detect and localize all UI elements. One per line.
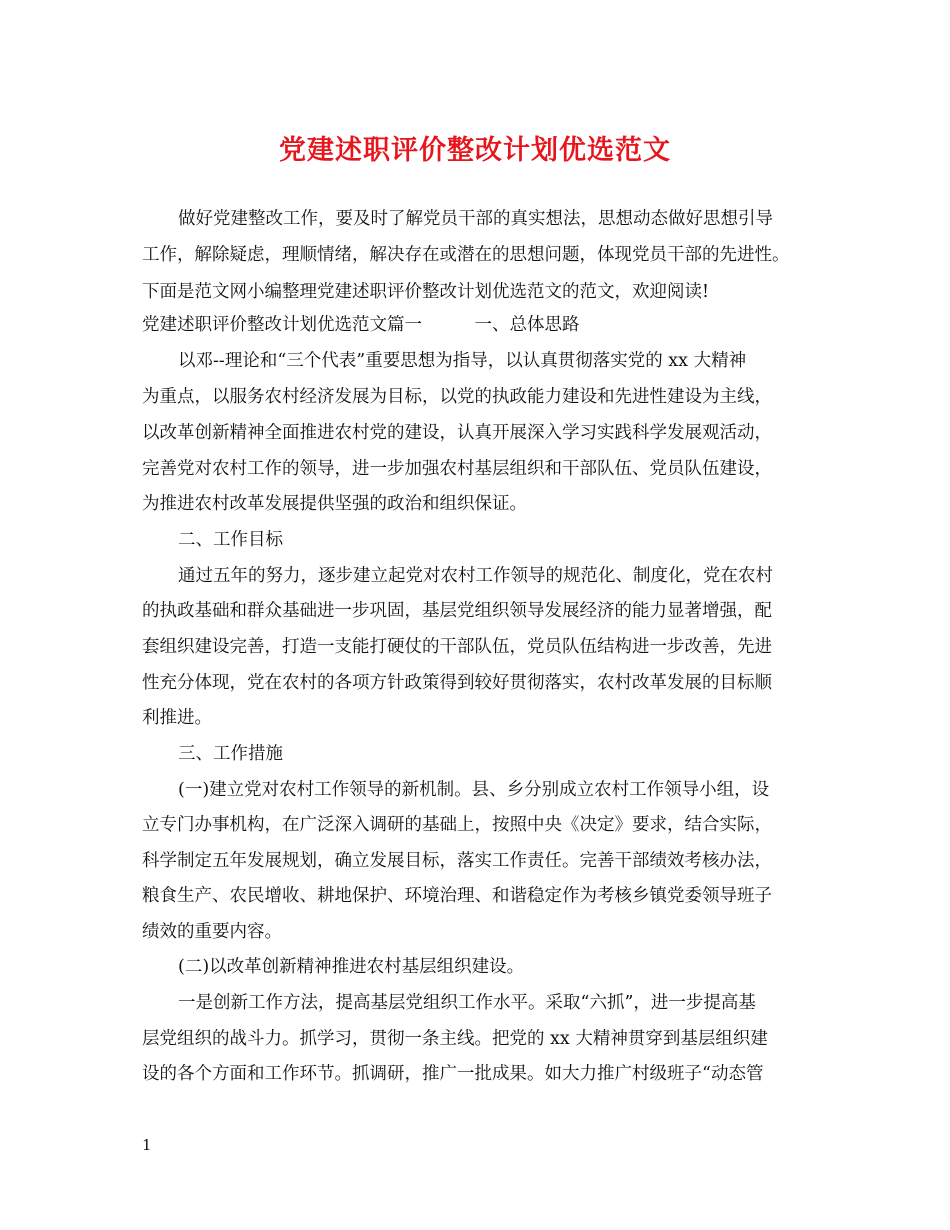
text-line: 做好党建整改工作，要及时了解党员干部的真实想法，思想动态做好思想引导 bbox=[178, 209, 773, 229]
text-line: 党建述职评价整改计划优选范文篇一 一、总体思路 bbox=[142, 315, 580, 335]
text-line: 性充分体现，党在农村的各项方针政策得到较好贯彻落实，农村改革发展的目标顺 bbox=[142, 673, 772, 693]
text-line: 下面是范文网小编整理党建述职评价整改计划优选范文的范文，欢迎阅读! bbox=[142, 282, 710, 302]
document-title: 党建述职评价整改计划优选范文 bbox=[279, 135, 671, 166]
text-line: 绩效的重要内容。 bbox=[142, 922, 282, 942]
text-line: 立专门办事机构，在广泛深入调研的基础上，按照中央《决定》要求，结合实际， bbox=[142, 815, 772, 835]
text-line: 完善党对农村工作的领导，进一步加强农村基层组织和干部队伍、党员队伍建设， bbox=[142, 459, 772, 479]
text-line: 以邓--理论和“三个代表”重要思想为指导，以认真贯彻落实党的 xx 大精神 bbox=[178, 351, 747, 371]
text-line: 为推进农村改革发展提供坚强的政治和组织保证。 bbox=[142, 494, 527, 514]
text-line: 工作，解除疑虑，理顺情绪，解决存在或潜在的思想问题，体现党员干部的先进性。 bbox=[142, 245, 790, 265]
text-line: (一)建立党对农村工作领导的新机制。县、乡分别成立农村工作领导小组，设 bbox=[178, 780, 770, 800]
text-line: 的执政基础和群众基础进一步巩固，基层党组织领导发展经济的能力显著增强，配 bbox=[142, 601, 772, 621]
page-number: 1 bbox=[142, 1136, 152, 1154]
text-line: 设的各个方面和工作环节。抓调研，推广一批成果。如大力推广村级班子“动态管 bbox=[142, 1064, 764, 1084]
text-line: 一是创新工作方法，提高基层党组织工作水平。采取“六抓”，进一步提高基 bbox=[178, 993, 756, 1013]
text-line: 通过五年的努力，逐步建立起党对农村工作领导的规范化、制度化，党在农村 bbox=[178, 566, 773, 586]
section-heading: 三、工作措施 bbox=[178, 744, 283, 764]
text-line: 利推进。 bbox=[142, 708, 212, 728]
text-line: 科学制定五年发展规划，确立发展目标，落实工作责任。完善干部绩效考核办法， bbox=[142, 851, 772, 871]
section-heading: 二、工作目标 bbox=[178, 530, 283, 550]
text-line: 粮食生产、农民增收、耕地保护、环境治理、和谐稳定作为考核乡镇党委领导班子 bbox=[142, 886, 772, 906]
text-line: 层党组织的战斗力。抓学习，贯彻一条主线。把党的 xx 大精神贯穿到基层组织建 bbox=[142, 1029, 768, 1049]
text-line: 套组织建设完善，打造一支能打硬仗的干部队伍，党员队伍结构进一步改善，先进 bbox=[142, 637, 772, 657]
text-line: (二)以改革创新精神推进农村基层组织建设。 bbox=[178, 957, 525, 977]
text-line: 为重点，以服务农村经济发展为目标，以党的执政能力建设和先进性建设为主线， bbox=[142, 387, 772, 407]
text-line: 以改革创新精神全面推进农村党的建设，认真开展深入学习实践科学发展观活动， bbox=[142, 423, 772, 443]
